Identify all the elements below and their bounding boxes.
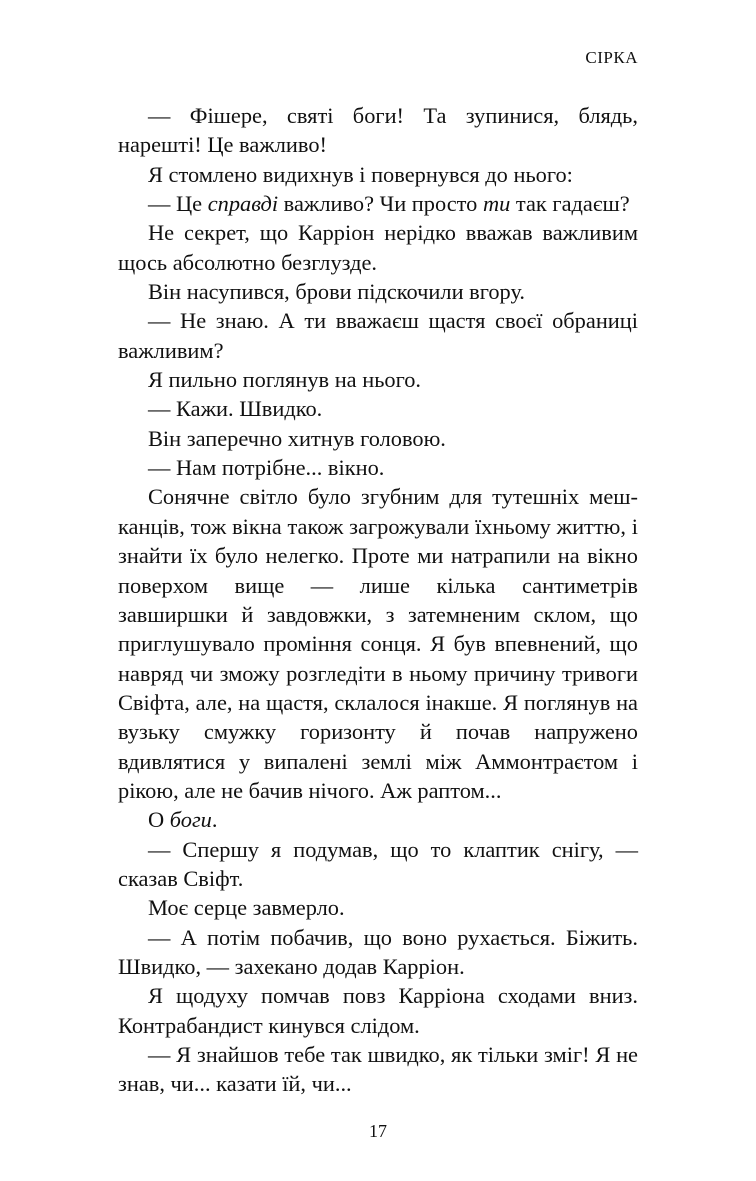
italic-text: справді	[207, 191, 279, 217]
paragraph	[118, 365, 638, 394]
text-run: .	[211, 807, 218, 833]
paragraph	[118, 189, 638, 218]
text-run: — Кажи. Швидко.	[148, 396, 323, 422]
text-run: Я пильно поглянув на нього.	[148, 367, 422, 393]
paragraph	[118, 981, 638, 1040]
paragraph	[118, 482, 638, 805]
paragraph	[118, 1040, 638, 1099]
paragraph	[118, 160, 638, 189]
text-run: Я стомлено видихнув і повернувся до нього:	[148, 161, 573, 187]
paragraph	[118, 923, 638, 982]
text-run: — Не знаю. А ти вважаєш щастя своєї обраниці важливим?	[118, 308, 638, 363]
paragraph	[118, 101, 638, 160]
paragraph	[118, 306, 638, 365]
paragraph	[118, 453, 638, 482]
text-run: так гадаєш?	[510, 191, 630, 217]
text-run: — Спершу я подумав, що то клаптик снігу, — сказав Свіфт.	[118, 836, 638, 891]
text-run: — Я знайшов тебе так швидко, як тільки зміг! Я не знав, чи... казати їй, чи...	[118, 1042, 638, 1097]
text-run: Не секрет, що Карріон нерідко вважав важливим щось абсолютно безглузде.	[118, 220, 638, 275]
running-header: СІРКА	[585, 48, 638, 67]
text-run: Він заперечно хитнув головою.	[148, 425, 446, 451]
paragraph	[118, 424, 638, 453]
text-run: Я щодуху помчав повз Карріона сходами вниз. Контрабандист кинувся слідом.	[118, 983, 638, 1038]
paragraph	[118, 277, 638, 306]
text-run: — Це	[148, 191, 208, 217]
page-number: 17	[369, 1121, 387, 1141]
paragraph	[118, 394, 638, 423]
text-run: — Фішере, святі боги! Та зупинися, блядь, нарешті! Це важливо!	[118, 103, 638, 158]
italic-text: боги	[169, 807, 212, 833]
text-run: Моє серце завмерло.	[148, 895, 345, 921]
body-text	[118, 101, 638, 1099]
paragraph	[118, 893, 638, 922]
text-run: О	[148, 807, 170, 833]
text-run: важливо? Чи просто	[278, 191, 483, 217]
paragraph	[118, 835, 638, 894]
text-run: — А потім побачив, що воно рухається. Біжить. Швидко, — захекано додав Карріон.	[118, 924, 638, 979]
text-run: Сонячне світло було згубним для тутешніх мешканців, тож вікна також загрожували їхньому життю, і знайти їх було нелегко. Проте ми натрапили на вікно поверхом вище — лише кілька сантиметрів завширшки й завдовжки, з затемненим склом, що приглушувало проміння сонця. Я був впевнений, що навряд чи зможу розгледіти в ньому причину тривоги Свіфта, але, на щастя, склалося інакше. Я поглянув на вузьку смужку горизонту й почав напружено вдивлятися у випалені землі між Аммонтраєтом і рікою, але не бачив нічого. Аж раптом...	[118, 484, 638, 803]
text-run: — Нам потрібне... вікно.	[148, 455, 385, 481]
paragraph	[118, 218, 638, 277]
paragraph	[118, 805, 638, 834]
italic-text: ти	[482, 191, 511, 217]
text-run: Він насупився, брови підскочили вгору.	[148, 279, 525, 305]
